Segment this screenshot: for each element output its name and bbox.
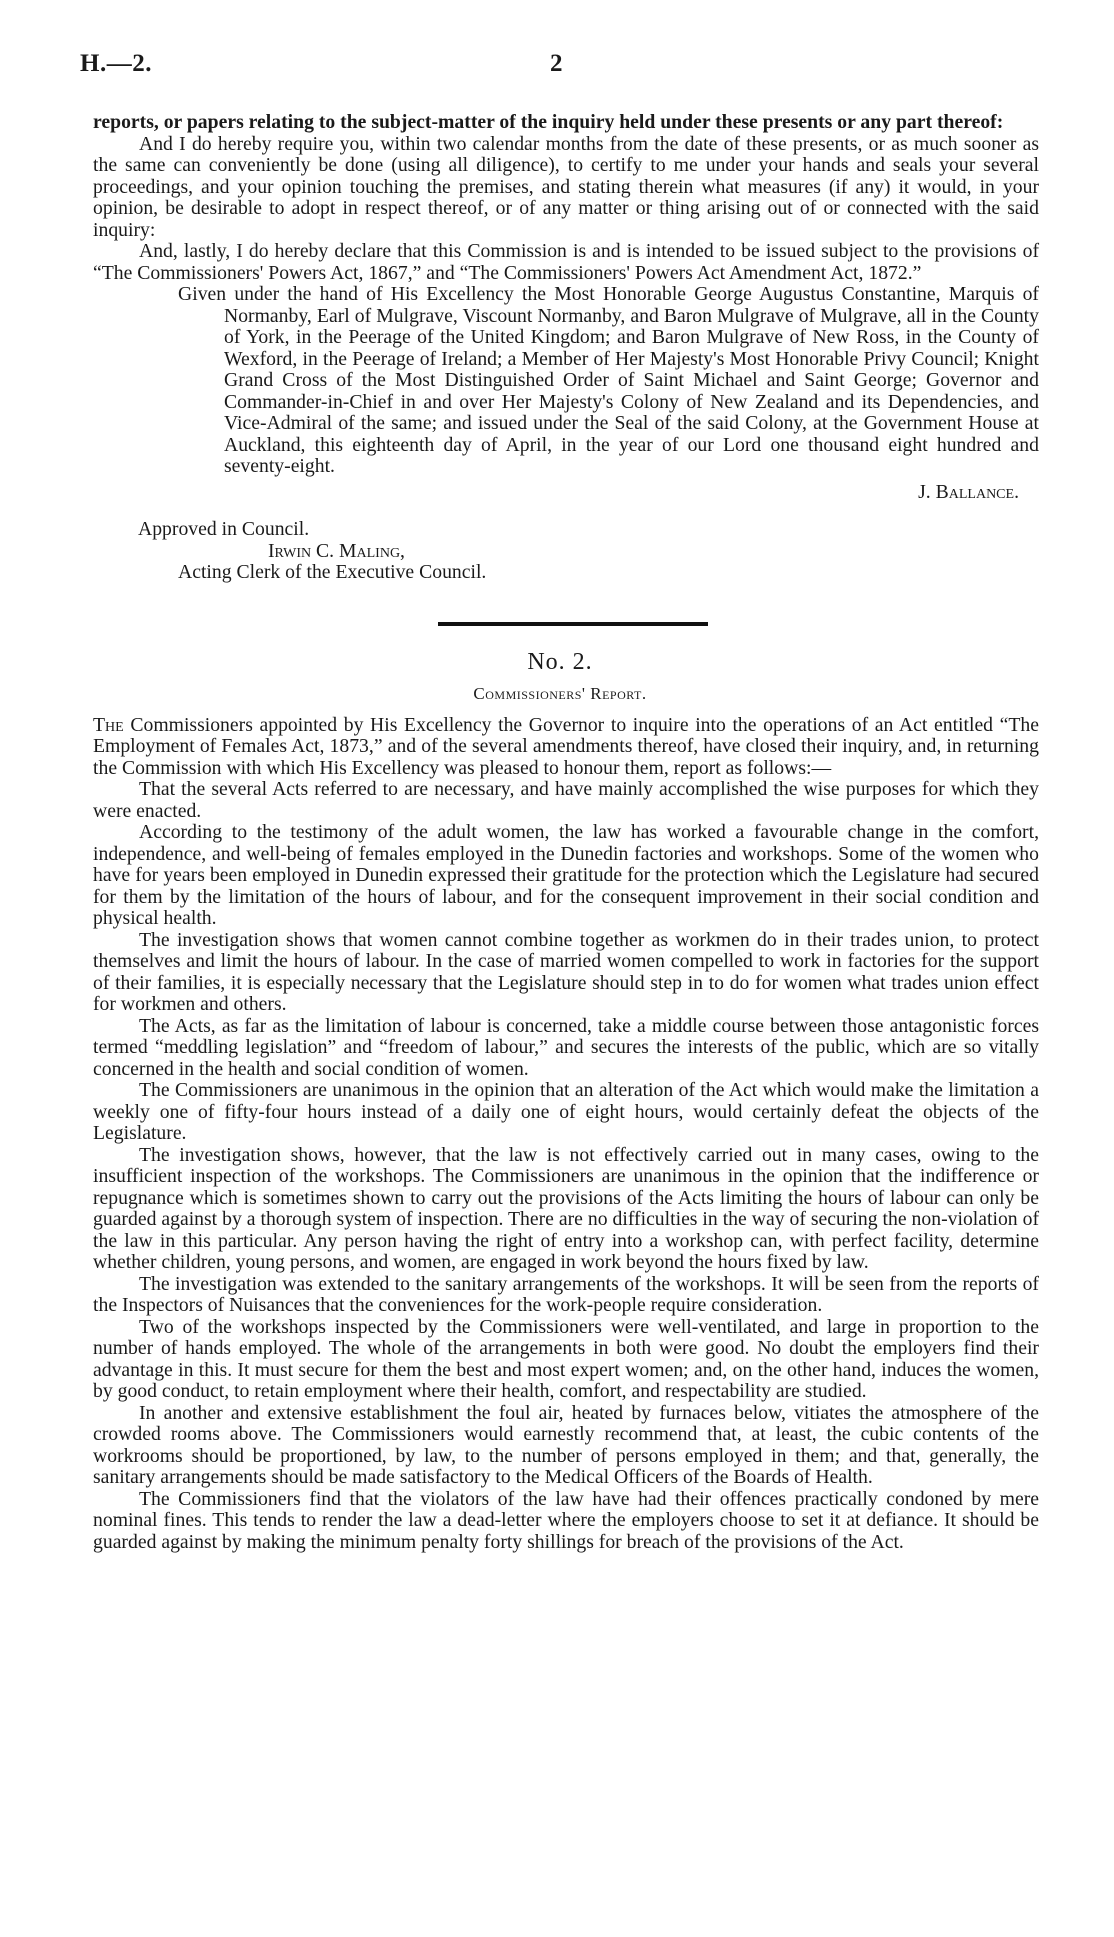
page-number: 2 xyxy=(550,50,563,77)
report-opening-text: Commissioners appointed by His Excellency the Governor to inquire into the operations of an Act entitled “The Employment of Females Act, 1873,” and of the several amendments thereof, have closed their inquiry, and, in returning the Commission with which His Excellency was pleased to honour them, report as follows:— xyxy=(93,713,1040,779)
clerk-title: Acting Clerk of the Executive Council. xyxy=(178,561,487,583)
report-paragraph: The investigation shows, however, that the law is not effectively carried out in many cases, owing to the insufficient inspection of the workshops. The Commissioners are unanimous in the opinion that the indifference or repugnance which is sometimes shown to carry out the provisions of the Acts limiting the hours of labour can only be guarded against by a thorough system of inspection. There are no difficulties in the way of securing the non-violation of the law in this particular. Any person having the right of entry into a workshop can, with perfect facility, determine whether children, young persons, and women, are engaged in work beyond the hours fixed by law. xyxy=(93,1143,1039,1273)
section-divider xyxy=(438,622,708,626)
report-title: Commissioners' Report. xyxy=(473,684,647,703)
report-opening-paragraph xyxy=(93,715,1039,780)
report-number-heading: No. 2. xyxy=(527,648,593,675)
commission-paragraph-lastly: And, lastly, I do hereby declare that this Commission is and is intended to be issued subject to the provisions of “The Commissioners' Powers Act, 1867,” and “The Commissioners' Powers Act Amendment Act, 1872.” xyxy=(93,240,1039,284)
report-paragraph: The investigation shows that women cannot combine together as workmen do in their trades union, to protect themselves and limit the hours of labour. In the case of married women compelled to work in factories for the support of their families, it is especially necessary that the Legislature should step in to do for women what trades union effect for workmen and others. xyxy=(93,928,1039,1015)
report-paragraph: In another and extensive establishment the foul air, heated by furnaces below, vitiates the atmosphere of the crowded rooms above. The Commissioners would earnestly recommend that, at least, the cubic contents of the workrooms should be proportioned, by law, to the number of persons employed in them; and that, generally, the sanitary arrangements should be made satisfactory to the Medical Officers of the Boards of Health. xyxy=(93,1401,1039,1488)
minister-signature: J. Ballance. xyxy=(918,480,1019,503)
page-header xyxy=(80,50,1040,90)
document-body xyxy=(93,112,1039,1553)
report-paragraph: The investigation was extended to the sanitary arrangements of the workshops. It will be seen from the reports of the Inspectors of Nuisances that the conveniences for the work-people require consideration. xyxy=(93,1272,1039,1316)
report-paragraph: Two of the workshops inspected by the Commissioners were well-ventilated, and large in proportion to the number of hands employed. The whole of the arrangements in both were good. No doubt the employers find their advantage in this. It must secure for them the best and most expert women; and, on the other hand, induces the women, by good conduct, to retain employment where their health, comfort, and respectability are studied. xyxy=(93,1315,1039,1402)
report-paragraph: The Commissioners find that the violators of the law have had their offences practically condoned by mere nominal fines. This tends to render the law a dead-letter where the employers choose to set it at defiance. It should be guarded against by making the minimum penalty forty shillings for breach of the provisions of the Act. xyxy=(93,1487,1039,1553)
report-paragraph: That the several Acts referred to are necessary, and have mainly accomplished the wise purposes for which they were enacted. xyxy=(93,778,1039,822)
report-paragraph: The Acts, as far as the limitation of labour is concerned, take a middle course between those antagonistic forces termed “meddling legislation” and “freedom of labour,” and secures the interests of the public, which are so vitally concerned in the health and social condition of women. xyxy=(93,1014,1039,1080)
clerk-name: Irwin C. Maling, xyxy=(268,539,405,562)
commission-paragraph-require: And I do hereby require you, within two calendar months from the date of these presents, or as much sooner as the same can conveniently be done (using all diligence), to certify to me under your hands and seals your several proceedings, and your opinion touching the premises, and stating therein what measures (if any) it would, in your opinion, be desirable to adopt in respect thereof, or of any matter or thing arising out of or connected with the said inquiry: xyxy=(93,132,1039,241)
approved-in-council: Approved in Council. xyxy=(138,518,310,540)
parliamentary-paper-reference: H.—2. xyxy=(80,50,152,77)
report-paragraph: According to the testimony of the adult women, the law has worked a favourable change in the comfort, independence, and well-being of females employed in the Dunedin factories and workshops. Some of the women who have for years been employed in Dunedin expressed their gratitude for the protection which the Legislature had secured for them by the limitation of the hours of labour, and for the consequent improvement in their social condition and physical health. xyxy=(93,821,1039,929)
report-paragraph: The Commissioners are unanimous in the opinion that an alteration of the Act which would make the limitation a weekly one of fifty-four hours instead of a daily one of eight hours, would certainly defeat the objects of the Legislature. xyxy=(93,1079,1039,1144)
commission-paragraph-given: Given under the hand of His Excellency the Most Honorable George Augustus Constantine, Marquis of Normanby, Earl of Mulgrave, Viscount Normanby, and Baron Mulgrave of Mulgrave, all in the County of York, in the Peerage of the United Kingdom; and Baron Mulgrave of New Ross, in the County of Wexford, in the Peerage of Ireland; a Member of Her Majesty's Most Honorable Privy Council; Knight Grand Cross of the Most Distinguished Order of Saint Michael and Saint George; Governor and Commander-in-Chief in and over Her Majesty's Colony of New Zealand and its Dependencies, and Vice-Admiral of the same; and issued under the Seal of the said Colony, at the Government House at Auckland, this eighteenth day of April, in the year of our Lord one thousand eight hundred and seventy-eight. xyxy=(178,283,1039,477)
report-first-word: The xyxy=(93,713,124,736)
commission-paragraph-reports: reports, or papers relating to the subject-matter of the inquiry held under these presents or any part thereof: xyxy=(93,111,1004,133)
